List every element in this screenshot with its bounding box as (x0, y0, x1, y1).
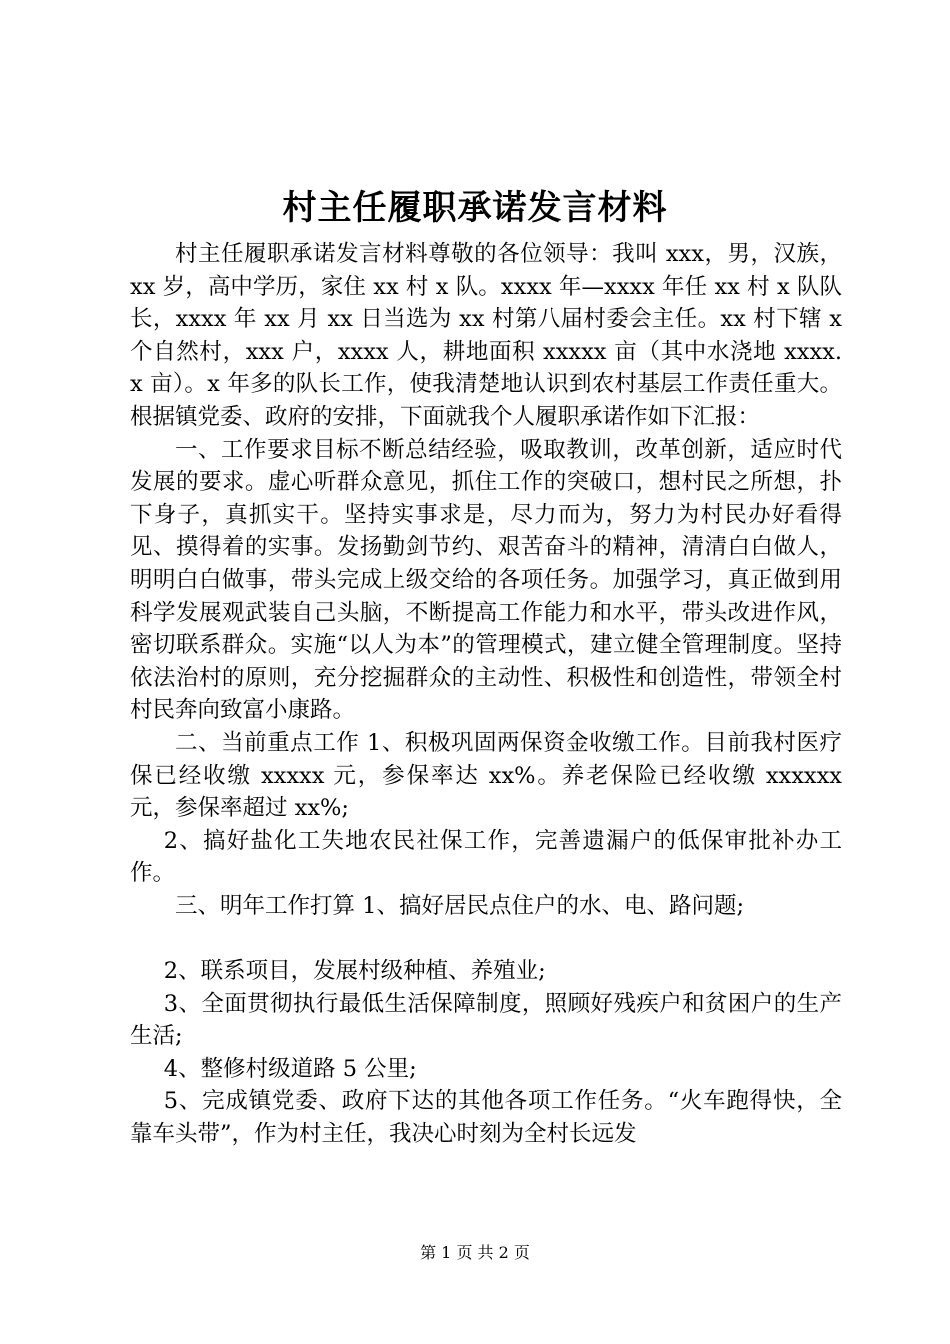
document-body (130, 238, 842, 1151)
paragraph-plan-item-3: 3、全面贯彻执行最低生活保障制度，照顾好残疾户和贫困户的生产生活; (130, 990, 842, 1050)
paragraph-work-goals: 一、工作要求目标不断总结经验，吸取教训，改革创新，适应时代发展的要求。虚心听群众意见，抓住工作的突破口，想村民之所想，扑下身子，真抓实干。坚持实事求是，尽力而为，努力为村民办好看得见、摸得着的实事。发扬勤剑节约、艰苦奋斗的精神，清清白白做人，明明白白做事，带头完成上级交给的各项任务。加强学习，真正做到用科学发展观武装自己头脑，不断提高工作能力和水平，带头改进作风，密切联系群众。实施“以人为本”的管理模式，建立健全管理制度。坚持依法治村的原则，充分挖掘群众的主动性、积极性和创造性，带领全村村民奔向致富小康路。 (130, 436, 842, 724)
blank-line (130, 922, 842, 955)
page-number-footer: 第 1 页 共 2 页 (420, 1243, 530, 1262)
paragraph-current-work-item-2: 2、搞好盐化工失地农民社保工作，完善遗漏户的低保审批补办工作。 (130, 827, 842, 887)
paragraph-next-year-plan: 三、明年工作打算 1、搞好居民点住户的水、电、路问题; (175, 892, 745, 919)
paragraph-plan-item-5: 5、完成镇党委、政府下达的其他各项工作任务。“火车跑得快，全靠车头带”，作为村主任，我决心时刻为全村长远发 (130, 1088, 842, 1148)
paragraph-current-work: 二、当前重点工作 1、积极巩固两保资金收缴工作。目前我村医疗保已经收缴 xxxxx 元，参保率达 xx%。养老保险已经收缴 xxxxxx 元，参保率超过 xx%; (130, 729, 842, 822)
paragraph-plan-item-4: 4、整修村级道路 5 公里; (163, 1055, 417, 1082)
paragraph-plan-item-2: 2、联系项目，发展村级种植、养殖业; (163, 958, 546, 985)
document-title: 村主任履职承诺发言材料 (282, 188, 668, 228)
paragraph-intro: 村主任履职承诺发言材料尊敬的各位领导：我叫 xxx，男，汉族，xx 岁，高中学历，家住 xx 村 x 队。xxxx 年—xxxx 年任 xx 村 x 队队长，xxxx 年 xx 月 xx 日当选为 xx 村第八届村委会主任。xx 村下辖 x 个自然村，xxx 户，xxxx 人，耕地面积 xxxxx 亩（其中水浇地 xxxx. x 亩）。x 年多的队长工作，使我清楚地认识到农村基层工作责任重大。根据镇党委、政府的安排，下面就我个人履职承诺作如下汇报： (130, 241, 842, 430)
